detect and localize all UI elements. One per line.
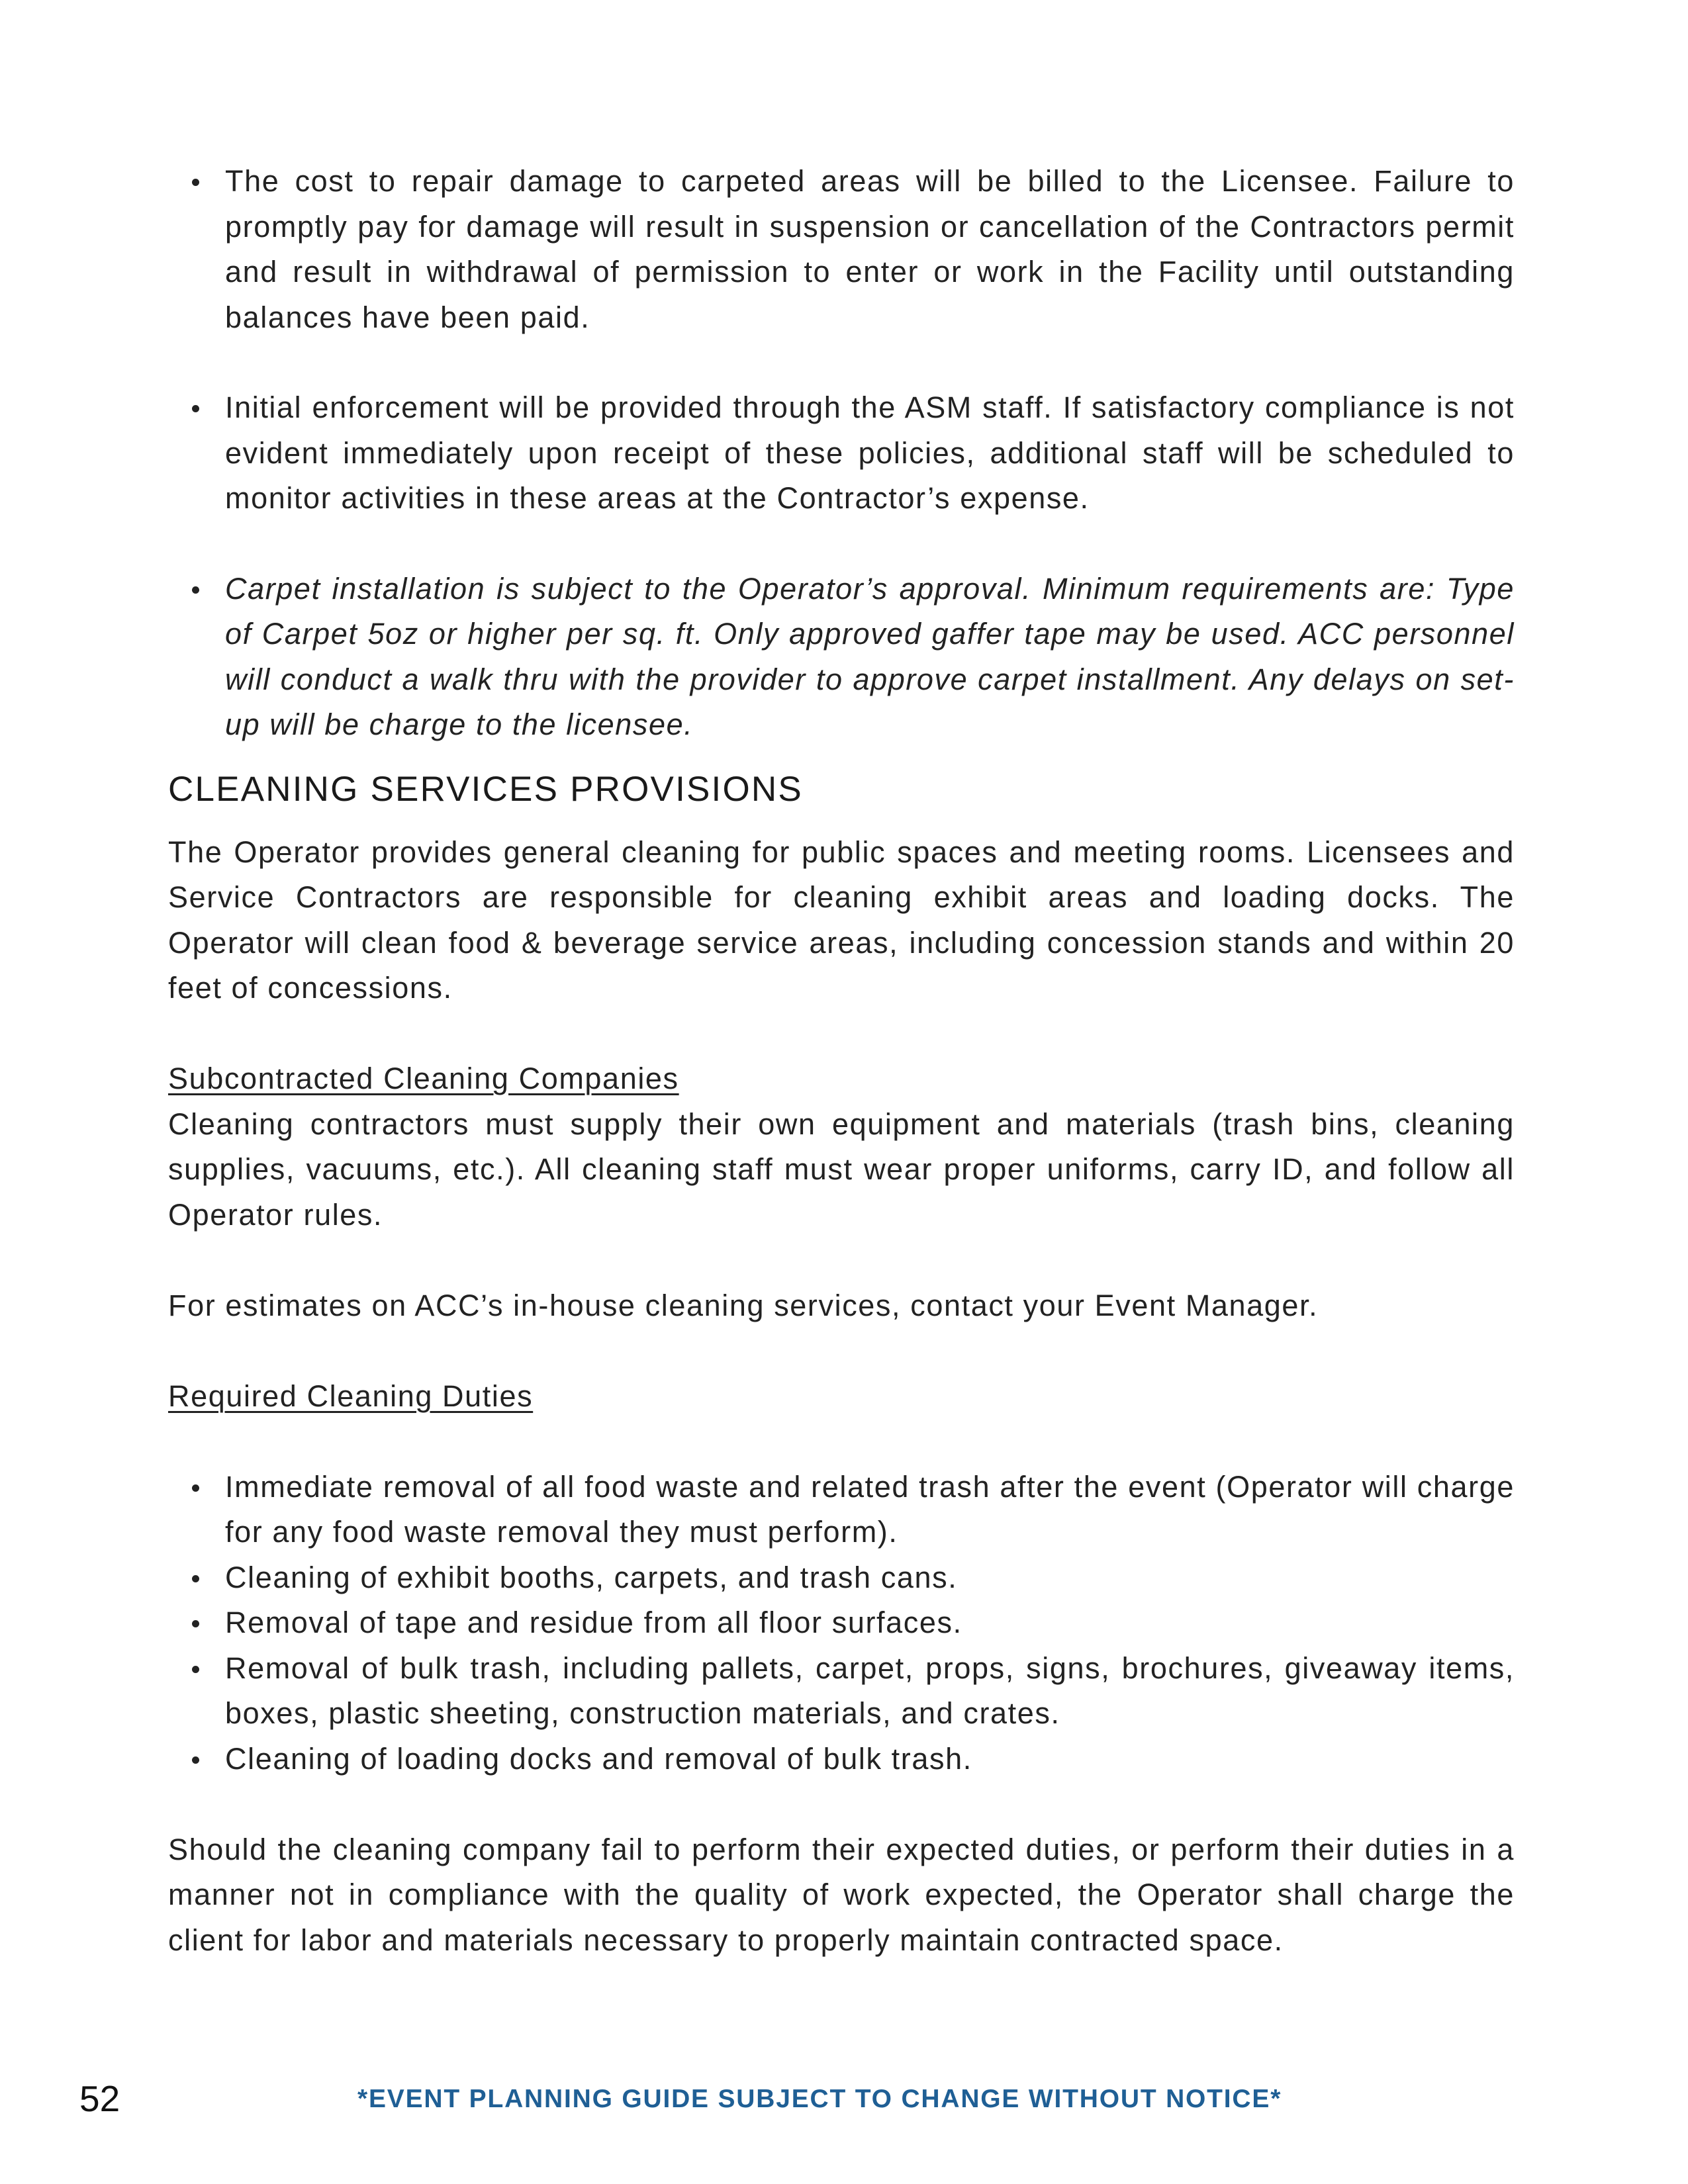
spacer — [168, 1238, 1515, 1283]
list-item: Carpet installation is subject to the Operator’s approval. Minimum requirements are: Type of Carpet 5oz or higher per sq. ft. Only approved gaffer tape may be used. ACC personnel will conduct a walk thru with the provider to approve carpet installment. Any delays on set-up will be charge to the licensee. — [168, 567, 1515, 748]
estimates-paragraph: For estimates on ACC’s in-house cleaning services, contact your Event Manager. — [168, 1288, 1319, 1322]
subcontracted-paragraph: Cleaning contractors must supply their own equipment and materials (trash bins, cleaning supplies, vacuums, etc.). All cleaning staff must wear proper uniforms, carry ID, and follow all Operator rules. — [168, 1107, 1515, 1232]
list-item: Removal of bulk trash, including pallets, carpet, props, signs, brochures, giveaway items, boxes, plastic sheeting, construction materials, and crates. — [168, 1646, 1515, 1737]
required-duties-title: Required Cleaning Duties — [168, 1379, 534, 1413]
closing-paragraph: Should the cleaning company fail to perform their expected duties, or perform their duties in a manner not in compliance with the quality of work expected, the Operator shall charge the client for labor and materials necessary to properly maintain contracted space. — [168, 1832, 1515, 1957]
spacer — [168, 1011, 1515, 1057]
page-content — [168, 159, 1515, 1963]
list-item: Immediate removal of all food waste and related trash after the event (Operator will charge for any food waste removal they must perform). — [168, 1465, 1515, 1555]
section-heading: CLEANING SERVICES PROVISIONS — [168, 769, 803, 809]
spacer — [168, 1328, 1515, 1374]
footer-disclaimer: *EVENT PLANNING GUIDE SUBJECT TO CHANGE WITHOUT NOTICE* — [357, 2085, 1282, 2113]
list-item: Cleaning of loading docks and removal of bulk trash. — [168, 1737, 1515, 1782]
spacer — [168, 1782, 1515, 1827]
subsection-title — [168, 1374, 1515, 1420]
spacer — [168, 1419, 1515, 1465]
carpet-policy-list — [168, 159, 1515, 748]
list-item: The cost to repair damage to carpeted areas will be billed to the Licensee. Failure to promptly pay for damage will result in suspension or cancellation of the Contractors permit and result in withdrawal of permission to enter or work in the Facility until outstanding balances have been paid. — [168, 159, 1515, 340]
subsection-title — [168, 1056, 1515, 1102]
subcontracted-title: Subcontracted Cleaning Companies — [168, 1062, 679, 1095]
list-item: Removal of tape and residue from all floor surfaces. — [168, 1600, 1515, 1646]
intro-paragraph: The Operator provides general cleaning for public spaces and meeting rooms. Licensees and Service Contractors are responsible for cleaning exhibit areas and loading docks. The Operator will clean food & beverage service areas, including concession stands and within 20 feet of concessions. — [168, 835, 1515, 1005]
list-item: Cleaning of exhibit booths, carpets, and trash cans. — [168, 1555, 1515, 1601]
list-item: Initial enforcement will be provided through the ASM staff. If satisfactory compliance is not evident immediately upon receipt of these policies, additional staff will be scheduled to monitor activities in these areas at the Contractor’s expense. — [168, 385, 1515, 522]
page-number: 52 — [79, 2078, 120, 2119]
required-duties-list — [168, 1465, 1515, 1782]
